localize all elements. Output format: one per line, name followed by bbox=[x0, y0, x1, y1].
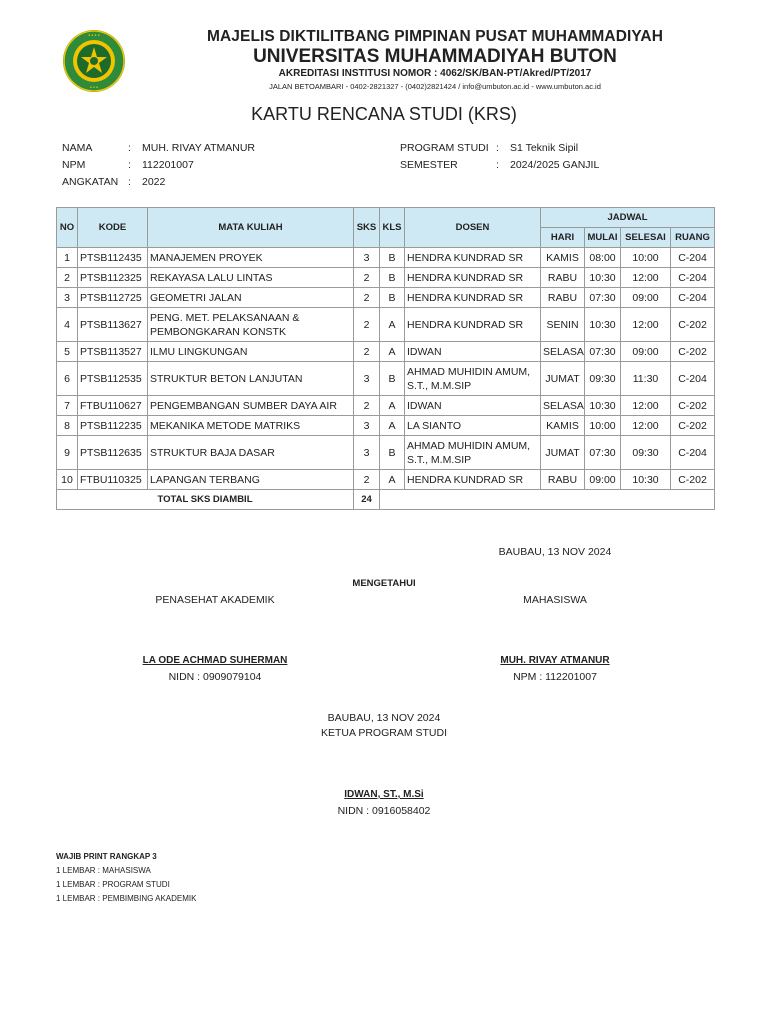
cell-selesai: 12:00 bbox=[621, 268, 671, 288]
cell-mata-kuliah: PENG. MET. PELAKSANAAN & PEMBONGKARAN KONSTK bbox=[148, 308, 354, 342]
header-institution: MAJELIS DIKTILITBANG PIMPINAN PUSAT MUHAMMADIYAH bbox=[206, 28, 664, 45]
cell-mulai: 10:30 bbox=[585, 396, 621, 416]
cell-mata-kuliah: MEKANIKA METODE MATRIKS bbox=[148, 416, 354, 436]
cell-kls: A bbox=[380, 416, 405, 436]
cell-kode: PTSB113527 bbox=[78, 342, 148, 362]
header-hari: HARI bbox=[541, 228, 585, 248]
header-jadwal: JADWAL bbox=[541, 208, 715, 228]
cell-sks: 2 bbox=[354, 470, 380, 490]
cell-no: 9 bbox=[57, 436, 78, 470]
pa-nidn: NIDN : 0909079104 bbox=[168, 671, 262, 683]
nama-value: MUH. RIVAY ATMANUR bbox=[142, 142, 255, 154]
cell-kls: A bbox=[380, 470, 405, 490]
cell-dosen: LA SIANTO bbox=[405, 416, 541, 436]
kaprodi-title: KETUA PROGRAM STUDI bbox=[320, 727, 447, 739]
angkatan-label: ANGKATAN bbox=[62, 176, 119, 188]
cell-ruang: C-202 bbox=[671, 308, 715, 342]
krs-table-body bbox=[57, 248, 715, 490]
cell-ruang: C-202 bbox=[671, 342, 715, 362]
header-sks: SKS bbox=[354, 208, 380, 248]
cell-kls: A bbox=[380, 342, 405, 362]
cell-hari: SELASA bbox=[541, 342, 585, 362]
cell-mulai: 10:00 bbox=[585, 416, 621, 436]
cell-ruang: C-204 bbox=[671, 248, 715, 268]
cell-dosen: AHMAD MUHIDIN AMUM, S.T., M.M.SIP bbox=[405, 436, 541, 470]
cell-mulai: 09:00 bbox=[585, 470, 621, 490]
cell-no: 1 bbox=[57, 248, 78, 268]
table-row bbox=[57, 436, 715, 470]
cell-mulai: 07:30 bbox=[585, 288, 621, 308]
cell-no: 4 bbox=[57, 308, 78, 342]
cell-kls: A bbox=[380, 396, 405, 416]
mhs-name: MUH. RIVAY ATMANUR bbox=[500, 655, 610, 666]
cell-hari: KAMIS bbox=[541, 416, 585, 436]
table-row bbox=[57, 362, 715, 396]
kaprodi-nidn: NIDN : 0916058402 bbox=[337, 805, 431, 817]
cell-dosen: IDWAN bbox=[405, 342, 541, 362]
cell-mulai: 10:30 bbox=[585, 308, 621, 342]
cell-selesai: 12:00 bbox=[621, 396, 671, 416]
cell-kls: B bbox=[380, 248, 405, 268]
cell-no: 10 bbox=[57, 470, 78, 490]
colon: : bbox=[496, 159, 499, 171]
cell-ruang: C-204 bbox=[671, 268, 715, 288]
cell-no: 6 bbox=[57, 362, 78, 396]
cell-selesai: 11:30 bbox=[621, 362, 671, 396]
table-row bbox=[57, 470, 715, 490]
cell-ruang: C-204 bbox=[671, 436, 715, 470]
prodi-value: S1 Teknik Sipil bbox=[510, 142, 579, 154]
cell-hari: RABU bbox=[541, 470, 585, 490]
cell-kls: B bbox=[380, 362, 405, 396]
cell-dosen: HENDRA KUNDRAD SR bbox=[405, 470, 541, 490]
notes-item: 1 LEMBAR : PROGRAM STUDI bbox=[56, 880, 170, 889]
cell-kls: A bbox=[380, 308, 405, 342]
notes-item: 1 LEMBAR : MAHASISWA bbox=[56, 866, 151, 875]
header-dosen: DOSEN bbox=[405, 208, 541, 248]
mhs-title: MAHASISWA bbox=[523, 594, 587, 606]
header-kode: KODE bbox=[78, 208, 148, 248]
table-row bbox=[57, 396, 715, 416]
student-info-right bbox=[400, 142, 700, 176]
table-row bbox=[57, 416, 715, 436]
cell-sks: 3 bbox=[354, 248, 380, 268]
cell-no: 3 bbox=[57, 288, 78, 308]
cell-mulai: 09:30 bbox=[585, 362, 621, 396]
cell-sks: 2 bbox=[354, 342, 380, 362]
colon: : bbox=[128, 142, 131, 154]
kaprodi-date: BAUBAU, 13 NOV 2024 bbox=[327, 712, 441, 724]
student-info-left bbox=[62, 142, 362, 192]
cell-mulai: 08:00 bbox=[585, 248, 621, 268]
cell-hari: SELASA bbox=[541, 396, 585, 416]
table-row bbox=[57, 342, 715, 362]
cell-mata-kuliah: MANAJEMEN PROYEK bbox=[148, 248, 354, 268]
header-ruang: RUANG bbox=[671, 228, 715, 248]
cell-dosen: HENDRA KUNDRAD SR bbox=[405, 288, 541, 308]
kaprodi-name: IDWAN, ST., M.Si bbox=[344, 789, 424, 800]
cell-kode: FTBU110627 bbox=[78, 396, 148, 416]
cell-ruang: C-204 bbox=[671, 362, 715, 396]
header-mata-kuliah: MATA KULIAH bbox=[148, 208, 354, 248]
header-kls: KLS bbox=[380, 208, 405, 248]
table-row bbox=[57, 268, 715, 288]
cell-no: 7 bbox=[57, 396, 78, 416]
prodi-label: PROGRAM STUDI bbox=[400, 142, 489, 154]
total-row bbox=[57, 490, 715, 510]
cell-selesai: 10:30 bbox=[621, 470, 671, 490]
colon: : bbox=[496, 142, 499, 154]
cell-hari: RABU bbox=[541, 288, 585, 308]
cell-kode: FTBU110325 bbox=[78, 470, 148, 490]
cell-mulai: 07:30 bbox=[585, 342, 621, 362]
cell-mulai: 10:30 bbox=[585, 268, 621, 288]
notes-title: WAJIB PRINT RANGKAP 3 bbox=[56, 852, 157, 861]
cell-ruang: C-202 bbox=[671, 416, 715, 436]
header-university: UNIVERSITAS MUHAMMADIYAH BUTON bbox=[253, 46, 617, 67]
cell-kls: B bbox=[380, 436, 405, 470]
colon: : bbox=[128, 176, 131, 188]
header-selesai: SELESAI bbox=[621, 228, 671, 248]
page-title: KARTU RENCANA STUDI (KRS) bbox=[251, 104, 517, 124]
cell-kls: B bbox=[380, 288, 405, 308]
svg-text:• • •: • • • bbox=[89, 85, 99, 91]
total-label: TOTAL SKS DIAMBIL bbox=[57, 490, 354, 510]
cell-no: 8 bbox=[57, 416, 78, 436]
cell-kode: PTSB112535 bbox=[78, 362, 148, 396]
cell-mata-kuliah: ILMU LINGKUNGAN bbox=[148, 342, 354, 362]
table-row bbox=[57, 288, 715, 308]
cell-sks: 2 bbox=[354, 268, 380, 288]
semester-label: SEMESTER bbox=[400, 159, 458, 171]
cell-hari: RABU bbox=[541, 268, 585, 288]
cell-mata-kuliah: LAPANGAN TERBANG bbox=[148, 470, 354, 490]
cell-hari: KAMIS bbox=[541, 248, 585, 268]
cell-selesai: 10:00 bbox=[621, 248, 671, 268]
cell-selesai: 09:30 bbox=[621, 436, 671, 470]
cell-selesai: 09:00 bbox=[621, 288, 671, 308]
cell-sks: 2 bbox=[354, 308, 380, 342]
semester-value: 2024/2025 GANJIL bbox=[510, 159, 600, 171]
cell-dosen: IDWAN bbox=[405, 396, 541, 416]
cell-kode: PTSB112725 bbox=[78, 288, 148, 308]
cell-dosen: HENDRA KUNDRAD SR bbox=[405, 248, 541, 268]
table-row bbox=[57, 308, 715, 342]
university-logo bbox=[62, 29, 126, 93]
cell-ruang: C-204 bbox=[671, 288, 715, 308]
cell-dosen: HENDRA KUNDRAD SR bbox=[405, 308, 541, 342]
total-sks: 24 bbox=[354, 490, 380, 510]
npm-label: NPM bbox=[62, 159, 86, 171]
cell-ruang: C-202 bbox=[671, 470, 715, 490]
cell-mata-kuliah: STRUKTUR BETON LANJUTAN bbox=[148, 362, 354, 396]
svg-text:• • • •: • • • • bbox=[88, 33, 100, 39]
table-row bbox=[57, 248, 715, 268]
header-address: JALAN BETOAMBARI - 0402-2821327 - (0402)2821424 / info@umbuton.ac.id - www.umbuton.ac.id bbox=[269, 82, 601, 91]
mengetahui-label: MENGETAHUI bbox=[352, 578, 416, 589]
cell-kls: B bbox=[380, 268, 405, 288]
cell-mulai: 07:30 bbox=[585, 436, 621, 470]
notes-item: 1 LEMBAR : PEMBIMBING AKADEMIK bbox=[56, 894, 197, 903]
cell-hari: JUMAT bbox=[541, 362, 585, 396]
npm-value: 112201007 bbox=[142, 159, 194, 171]
cell-hari: JUMAT bbox=[541, 436, 585, 470]
cell-mata-kuliah: GEOMETRI JALAN bbox=[148, 288, 354, 308]
cell-sks: 3 bbox=[354, 416, 380, 436]
cell-mata-kuliah: PENGEMBANGAN SUMBER DAYA AIR bbox=[148, 396, 354, 416]
colon: : bbox=[128, 159, 131, 171]
cell-no: 2 bbox=[57, 268, 78, 288]
cell-no: 5 bbox=[57, 342, 78, 362]
cell-mata-kuliah: REKAYASA LALU LINTAS bbox=[148, 268, 354, 288]
cell-sks: 3 bbox=[354, 436, 380, 470]
angkatan-value: 2022 bbox=[142, 176, 166, 188]
pa-title: PENASEHAT AKADEMIK bbox=[155, 594, 275, 606]
cell-kode: PTSB112635 bbox=[78, 436, 148, 470]
cell-dosen: AHMAD MUHIDIN AMUM, S.T., M.M.SIP bbox=[405, 362, 541, 396]
cell-selesai: 09:00 bbox=[621, 342, 671, 362]
header-accreditation: AKREDITASI INSTITUSI NOMOR : 4062/SK/BAN-PT/Akred/PT/2017 bbox=[278, 68, 592, 79]
header-mulai: MULAI bbox=[585, 228, 621, 248]
cell-sks: 3 bbox=[354, 362, 380, 396]
cell-kode: PTSB112235 bbox=[78, 416, 148, 436]
mhs-npm: NPM : 112201007 bbox=[513, 671, 597, 683]
cell-mata-kuliah: STRUKTUR BAJA DASAR bbox=[148, 436, 354, 470]
cell-kode: PTSB113627 bbox=[78, 308, 148, 342]
header-no: NO bbox=[57, 208, 78, 248]
cell-ruang: C-202 bbox=[671, 396, 715, 416]
cell-kode: PTSB112435 bbox=[78, 248, 148, 268]
cell-sks: 2 bbox=[354, 288, 380, 308]
cell-selesai: 12:00 bbox=[621, 308, 671, 342]
pa-name: LA ODE ACHMAD SUHERMAN bbox=[142, 655, 288, 666]
nama-label: NAMA bbox=[62, 142, 93, 154]
cell-dosen: HENDRA KUNDRAD SR bbox=[405, 268, 541, 288]
cell-hari: SENIN bbox=[541, 308, 585, 342]
cell-selesai: 12:00 bbox=[621, 416, 671, 436]
cell-kode: PTSB112325 bbox=[78, 268, 148, 288]
krs-table bbox=[56, 207, 715, 510]
total-spacer bbox=[380, 490, 715, 510]
signature-date: BAUBAU, 13 NOV 2024 bbox=[498, 546, 612, 558]
cell-sks: 2 bbox=[354, 396, 380, 416]
